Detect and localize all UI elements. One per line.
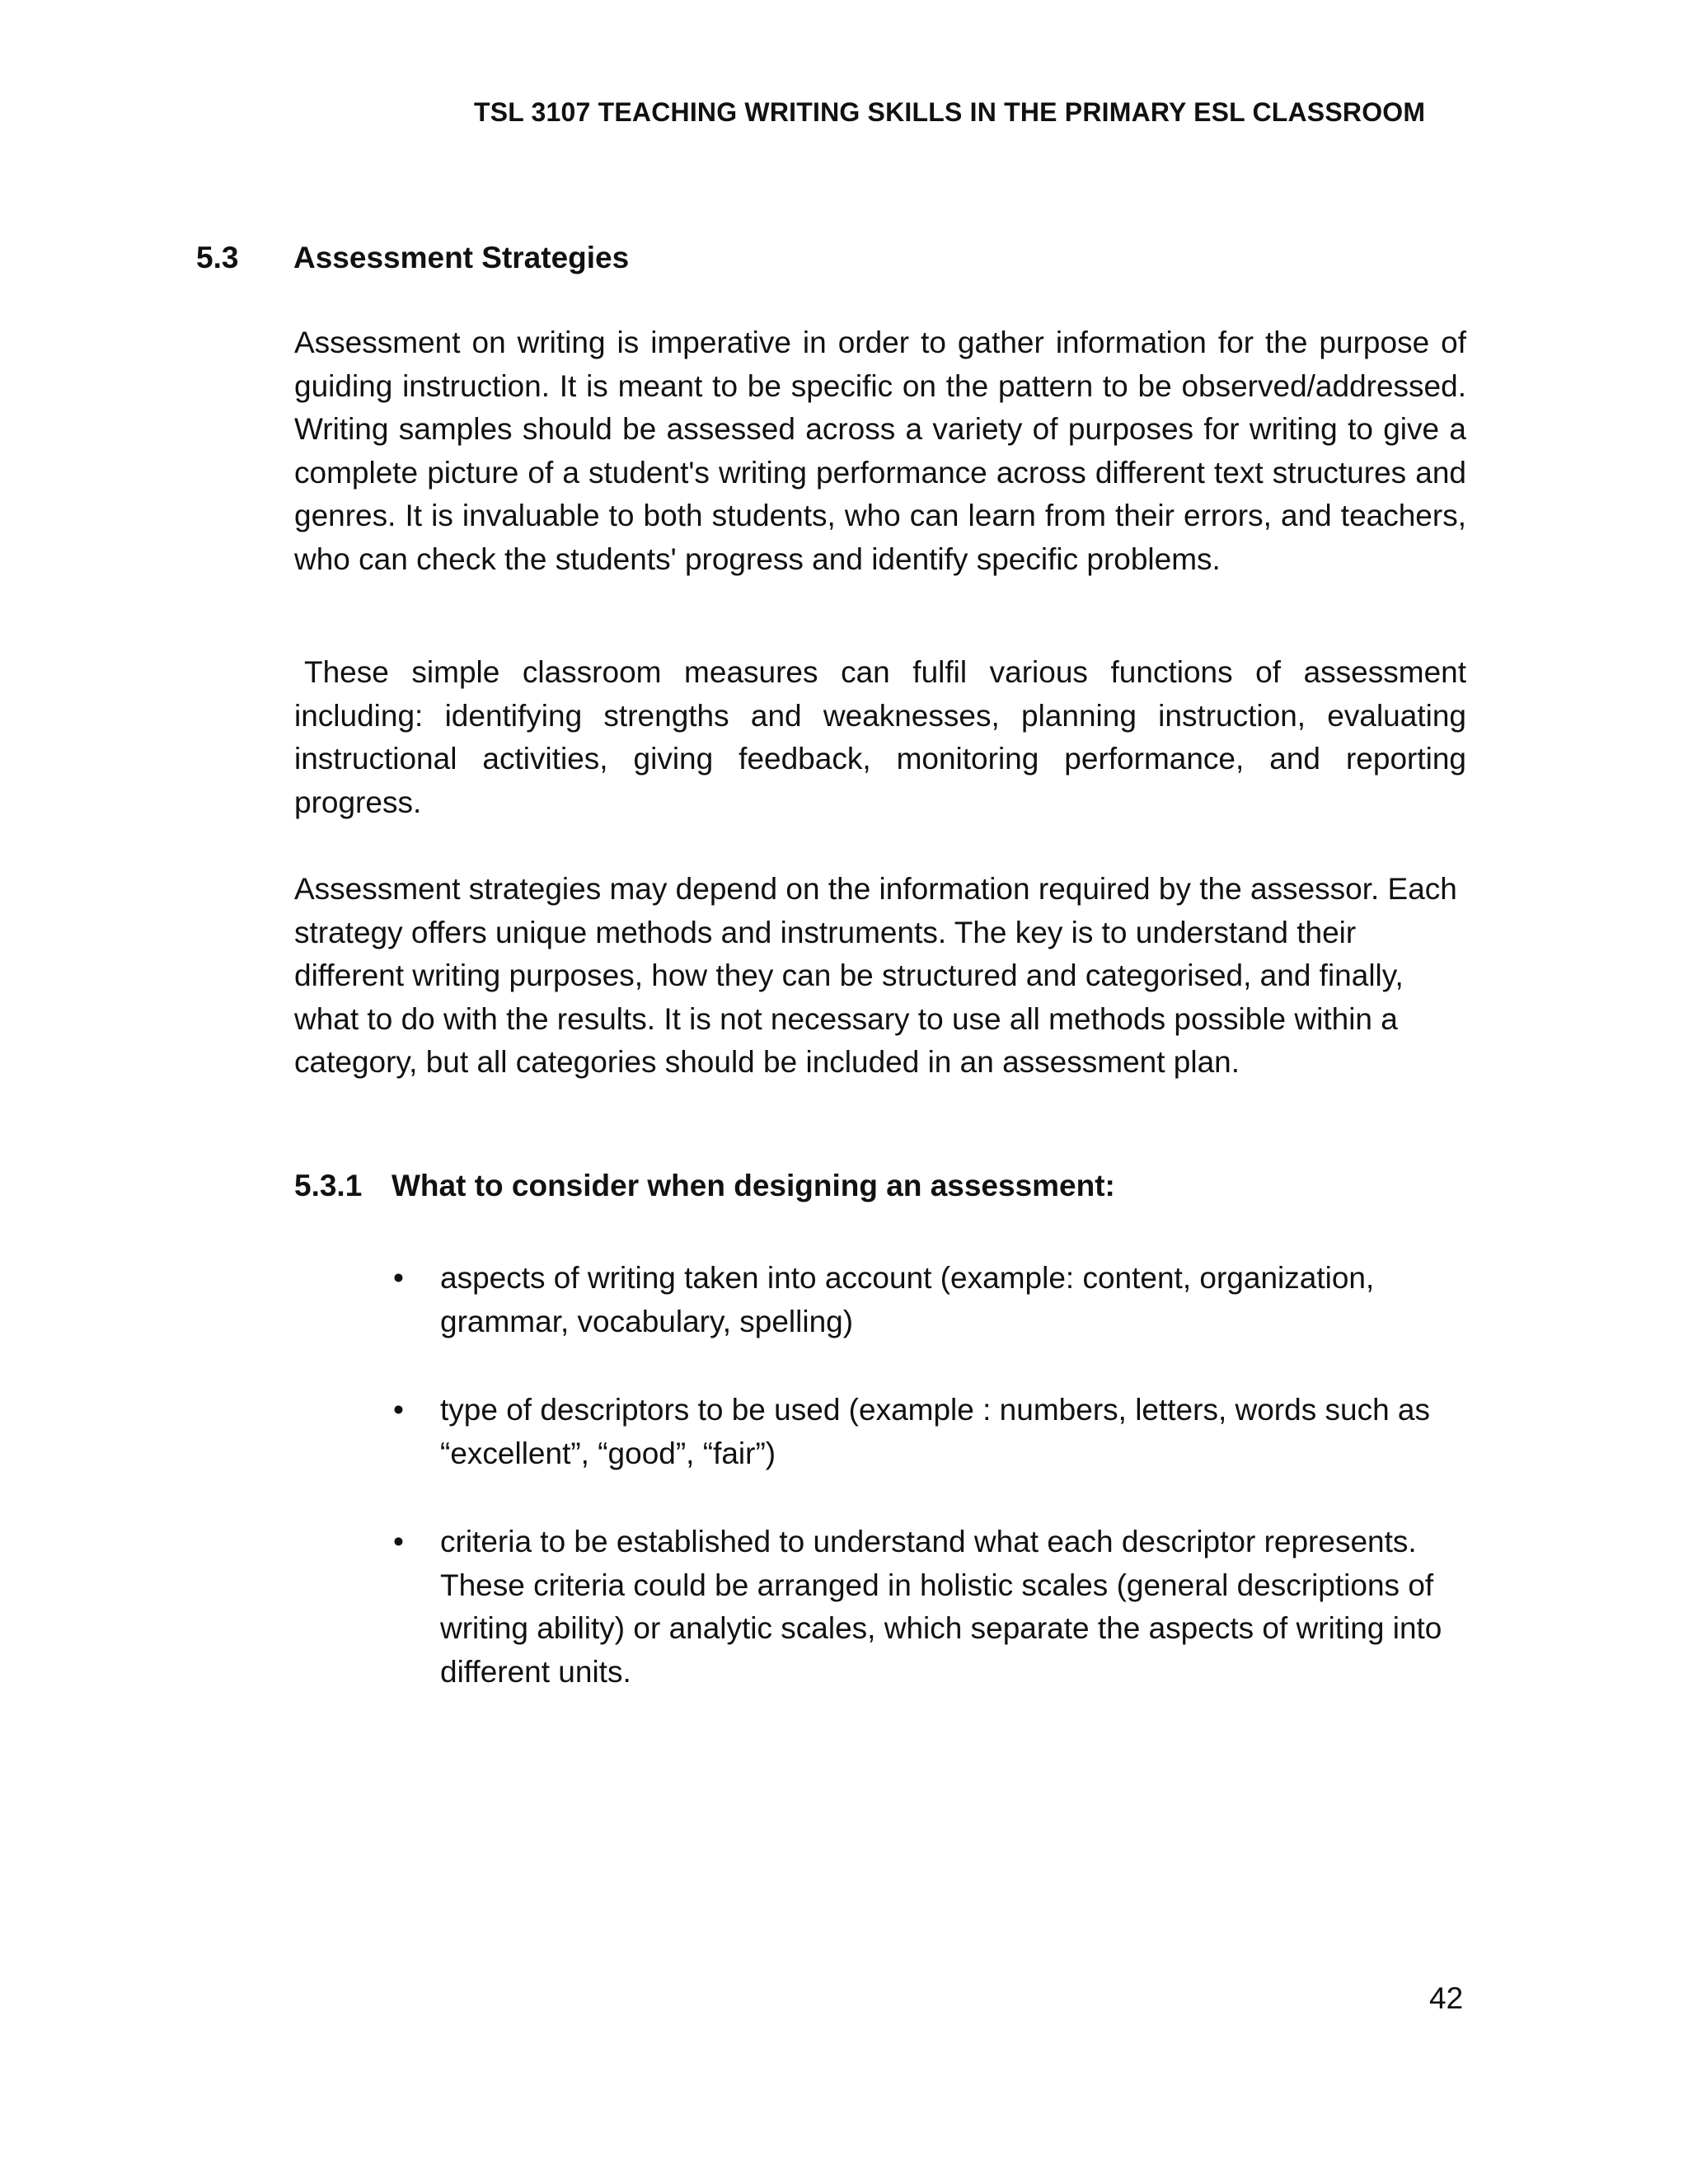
subsection-number: 5.3.1 [294,1169,363,1202]
section-heading [196,241,629,275]
paragraph-assessment-strategies: Assessment strategies may depend on the information required by the assessor. Each strategy offers unique methods and instruments. The key is to understand their different writing purposes, how they can be structured and categorised, and finally, what to do with the results. It is not necessary to use all methods possible within a category, but all categories should be included in an assessment plan. [294,872,1457,1079]
bullet-icon: • [393,1525,404,1558]
list-item-text: criteria to be established to understand what each descriptor represents. These criteria could be arranged in holistic scales (general descriptions of writing ability) or analytic scales, which separate the aspects of writing into different units. [440,1525,1442,1689]
list-item [393,1521,1481,1694]
paragraph-assessment-purpose: Assessment on writing is imperative in order to gather information for the purpose of guiding instruction. It is meant to be specific on the pattern to be observed/addressed. Writing samples should be assessed across a variety of purposes for writing to give a complete picture of a student's writing performance across different text structures and genres. It is invaluable to both students, who can learn from their errors, and teachers, who can check the students' progress and identify specific problems. [294,326,1466,576]
paragraph-classroom-measures: These simple classroom measures can fulfil various functions of assessment including: identifying strengths and weaknesses, planning instruction, evaluating instructional activities, giving feedback, monitoring performance, and reporting progress. [294,655,1466,819]
bullet-icon: • [393,1261,404,1295]
bullet-icon: • [393,1393,404,1427]
list-item-text: type of descriptors to be used (example : numbers, letters, words such as “excellent”, “good”, “fair”) [440,1393,1431,1470]
list-item [393,1389,1481,1475]
running-header: TSL 3107 TEACHING WRITING SKILLS IN THE PRIMARY ESL CLASSROOM [474,97,1426,127]
section-number: 5.3 [196,241,239,274]
page-number: 42 [1429,1981,1464,2015]
considerations-list [393,1257,1481,1739]
section-title: Assessment Strategies [293,241,630,274]
subsection-title: What to consider when designing an assessment: [392,1169,1115,1202]
list-item-text: aspects of writing taken into account (example: content, organization, grammar, vocabulary, spelling) [440,1261,1375,1338]
subsection-heading [294,1169,1115,1203]
list-item [393,1257,1481,1343]
